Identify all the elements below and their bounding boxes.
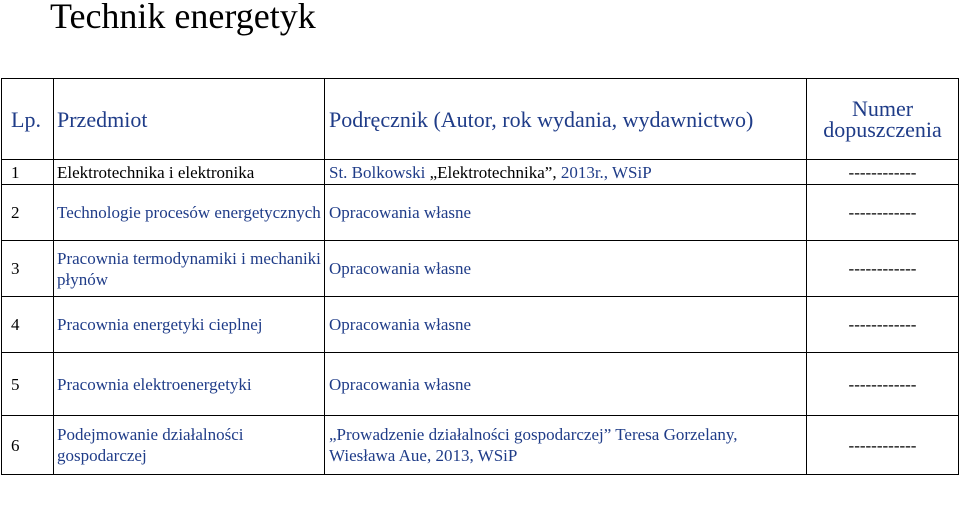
- row-number: ------------: [807, 297, 959, 353]
- book-title: „Elektrotechnika”,: [429, 162, 557, 182]
- row-subject: Elektrotechnika i elektronika: [54, 160, 325, 185]
- table-row: [2, 185, 959, 241]
- row-subject: Podejmowanie działalności gospodarczej: [54, 416, 325, 475]
- table-row: [2, 241, 959, 297]
- row-subject: Pracownia termodynamiki i mechaniki płynów: [54, 241, 325, 297]
- row-number: ------------: [807, 353, 959, 416]
- row-book: Opracowania własne: [325, 241, 807, 297]
- row-number: ------------: [807, 241, 959, 297]
- row-book: [325, 160, 807, 185]
- table-row: [2, 160, 959, 185]
- row-subject: Pracownia energetyki cieplnej: [54, 297, 325, 353]
- row-lp: 2: [2, 185, 54, 241]
- table-header-row: [2, 79, 959, 160]
- table-row: [2, 297, 959, 353]
- row-subject: Technologie procesów energetycznych: [54, 185, 325, 241]
- table-row: [2, 416, 959, 475]
- page-title: Technik energetyk: [50, 0, 316, 36]
- table-row: [2, 353, 959, 416]
- header-number: Numer dopuszczenia: [807, 79, 959, 160]
- row-lp: 1: [2, 160, 54, 185]
- row-number: ------------: [807, 416, 959, 475]
- textbook-table: [1, 78, 959, 475]
- row-subject: Pracownia elektroenergetyki: [54, 353, 325, 416]
- book-rest: 2013r., WSiP: [560, 162, 652, 182]
- header-lp: Lp.: [2, 79, 54, 160]
- row-lp: 6: [2, 416, 54, 475]
- header-book: Podręcznik (Autor, rok wydania, wydawnictwo): [325, 79, 807, 160]
- header-subject: Przedmiot: [54, 79, 325, 160]
- row-number: ------------: [807, 160, 959, 185]
- row-book: Opracowania własne: [325, 297, 807, 353]
- book-author: St. Bolkowski: [329, 162, 426, 182]
- row-lp: 4: [2, 297, 54, 353]
- row-book: „Prowadzenie działalności gospodarczej” Teresa Gorzelany, Wiesława Aue, 2013, WSiP: [325, 416, 807, 475]
- row-number: ------------: [807, 185, 959, 241]
- row-lp: 5: [2, 353, 54, 416]
- row-book: Opracowania własne: [325, 185, 807, 241]
- row-book: Opracowania własne: [325, 353, 807, 416]
- row-lp: 3: [2, 241, 54, 297]
